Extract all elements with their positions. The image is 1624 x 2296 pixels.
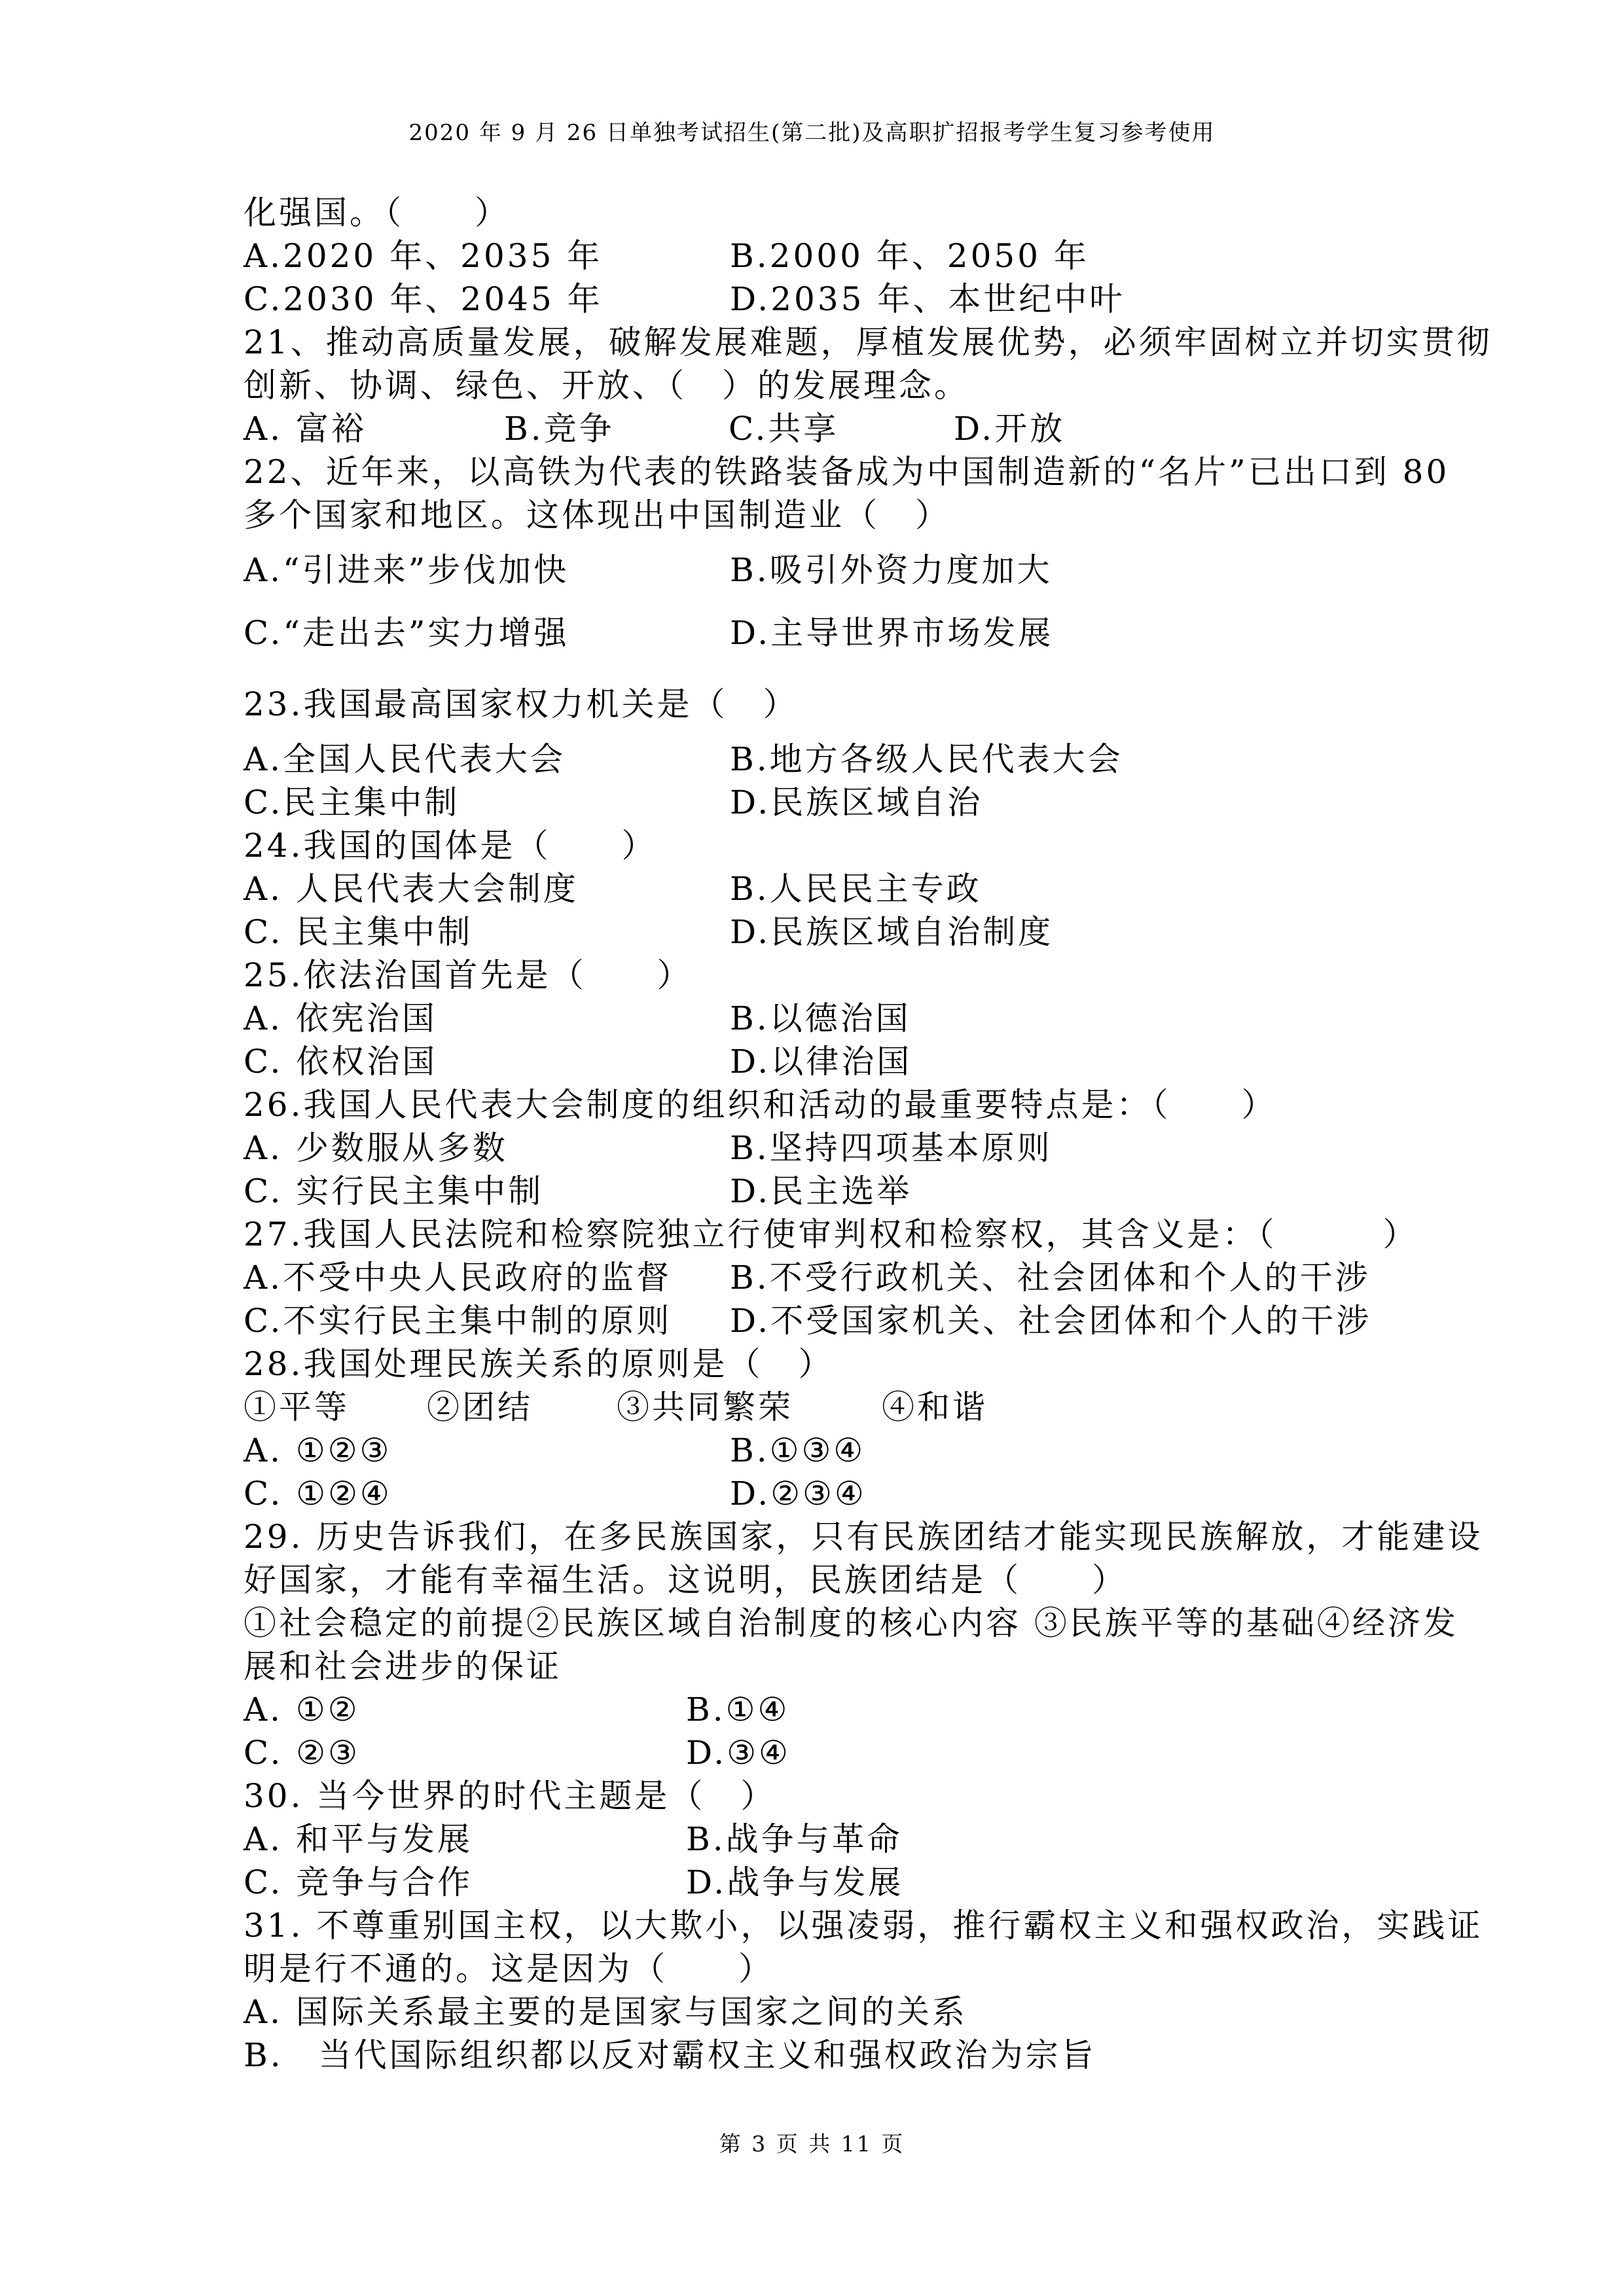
text-line: 展和社会进步的保证	[244, 1647, 562, 1685]
option-a: C. 民主集中制	[244, 913, 473, 951]
option-a: A.不受中央人民政府的监督	[244, 1259, 672, 1297]
option-d: D.开放	[954, 410, 1066, 448]
option-row	[244, 1256, 1401, 1299]
option-a: C. ②③	[244, 1734, 360, 1772]
option-row	[244, 1861, 1401, 1904]
option-a: A. 人民代表大会制度	[244, 870, 579, 908]
option-b: D.战争与发展	[686, 1863, 904, 1901]
text-line: 30. 当今世界的时代主题是（ ）	[244, 1777, 776, 1815]
option-b: B.人民民主专政	[730, 870, 982, 908]
option-row	[244, 407, 1401, 450]
option-a: A. ①②③	[244, 1431, 392, 1469]
text-line: A. 国际关系最主要的是国家与国家之间的关系	[244, 1993, 967, 2031]
option-b: D.民族区域自治	[730, 783, 983, 821]
option-b: D.以律治国	[730, 1043, 912, 1081]
option-row	[244, 234, 1401, 278]
option-row	[244, 548, 1401, 592]
text-line: 23.我国最高国家权力机关是（ ）	[244, 685, 799, 723]
option-a: C. 实行民主集中制	[244, 1172, 544, 1210]
option-row	[244, 1472, 1401, 1515]
option-row	[244, 910, 1401, 954]
option-b: D.不受国家机关、社会团体和个人的干涉	[730, 1302, 1372, 1340]
text-line: 多个国家和地区。这体现出中国制造业（ ）	[244, 496, 950, 534]
list-item-3: ③共同繁荣	[617, 1388, 793, 1426]
text-line: 21、推动高质量发展，破解发展难题，厚植发展优势，必须牢固树立并切实贯彻	[244, 323, 1492, 361]
list-item-4: ④和谐	[882, 1388, 988, 1426]
text-line: 创新、协调、绿色、开放、（ ）的发展理念。	[244, 367, 969, 404]
option-a: C.2030 年、2045 年	[244, 280, 603, 318]
option-b: B.战争与革命	[686, 1820, 903, 1858]
option-b: B.地方各级人民代表大会	[730, 740, 1123, 778]
option-row	[244, 781, 1401, 824]
option-a: A.“引进来”步伐加快	[244, 551, 569, 589]
text-line: 27.我国人民法院和检察院独立行使审判权和检察权，其含义是：（ ）	[244, 1215, 1418, 1253]
option-row	[244, 611, 1401, 655]
option-row	[244, 1040, 1401, 1083]
list-item-1: ①平等	[244, 1388, 350, 1426]
option-row	[244, 997, 1401, 1040]
option-a: A. ①②	[244, 1691, 360, 1729]
option-row	[244, 1299, 1401, 1342]
text-line: 28.我国处理民族关系的原则是（ ）	[244, 1345, 834, 1383]
text-line: 化强国。（ ）	[244, 194, 510, 232]
option-a: C.不实行民主集中制的原则	[244, 1302, 672, 1340]
option-b: B.竞争	[504, 410, 615, 448]
page-footer: 第 3 页 共 11 页	[719, 2131, 905, 2157]
numbered-list-row	[244, 1386, 1401, 1429]
text-line: 25.依法治国首先是（ ）	[244, 956, 693, 994]
option-a: A. 富裕	[244, 410, 367, 448]
option-b: B.2000 年、2050 年	[730, 237, 1089, 275]
option-b: D.民族区域自治制度	[730, 913, 1054, 951]
text-line: 明是行不通的。这是因为（ ）	[244, 1950, 774, 1988]
option-c: C.共享	[729, 410, 839, 448]
text-line: 31. 不尊重别国主权，以大欺小，以强凌弱，推行霸权主义和强权政治，实践证	[244, 1907, 1483, 1945]
option-a: A.2020 年、2035 年	[244, 237, 603, 275]
option-b: B.①④	[686, 1691, 790, 1729]
text-line: 29. 历史告诉我们，在多民族国家，只有民族团结才能实现民族解放，才能建设	[244, 1518, 1483, 1556]
option-a: C.民主集中制	[244, 783, 460, 821]
option-b: D.2035 年、本世纪中叶	[730, 280, 1125, 318]
option-a: A. 依宪治国	[244, 999, 437, 1037]
option-row	[244, 1429, 1401, 1472]
text-line: 26.我国人民代表大会制度的组织和活动的最重要特点是：（ ）	[244, 1086, 1277, 1124]
text-line: 好国家，才能有幸福生活。这说明，民族团结是（ ）	[244, 1561, 1127, 1599]
option-row	[244, 1688, 1401, 1731]
option-a: A. 少数服从多数	[244, 1129, 508, 1167]
option-row	[244, 1126, 1401, 1170]
option-a: A. 和平与发展	[244, 1820, 473, 1858]
option-b: B.以德治国	[730, 999, 911, 1037]
option-row	[244, 278, 1401, 321]
option-b: D.②③④	[730, 1475, 867, 1513]
option-b: B.①③④	[730, 1431, 866, 1469]
option-row	[244, 1170, 1401, 1213]
option-b: D.主导世界市场发展	[730, 614, 1054, 652]
list-item-2: ②团结	[427, 1388, 533, 1426]
option-a: C. ①②④	[244, 1475, 392, 1513]
option-row	[244, 1731, 1401, 1774]
text-line: 22、近年来，以高铁为代表的铁路装备成为中国制造新的“名片”已出口到 80	[244, 453, 1450, 491]
option-a: C. 依权治国	[244, 1043, 438, 1081]
option-row	[244, 738, 1401, 781]
text-line: B. 当代国际组织都以反对霸权主义和强权政治为宗旨	[244, 2036, 1096, 2074]
option-row	[244, 1818, 1401, 1861]
option-row	[244, 867, 1401, 910]
option-b: D.③④	[686, 1734, 791, 1772]
option-a: A.全国人民代表大会	[244, 740, 566, 778]
option-a: C. 竞争与合作	[244, 1863, 473, 1901]
option-a: C.“走出去”实力增强	[244, 614, 569, 652]
document-body	[244, 191, 1492, 2077]
option-b: B.坚持四项基本原则	[730, 1129, 1053, 1167]
option-b: B.吸引外资力度加大	[730, 551, 1053, 589]
option-b: D.民主选举	[730, 1172, 912, 1210]
option-b: B.不受行政机关、社会团体和个人的干涉	[730, 1259, 1371, 1297]
text-line: ①社会稳定的前提②民族区域自治制度的核心内容 ③民族平等的基础④经济发	[244, 1604, 1458, 1642]
text-line: 24.我国的国体是（ ）	[244, 827, 657, 865]
page-header: 2020 年 9 月 26 日单独考试招生(第二批)及高职扩招报考学生复习参考使用	[408, 120, 1216, 146]
